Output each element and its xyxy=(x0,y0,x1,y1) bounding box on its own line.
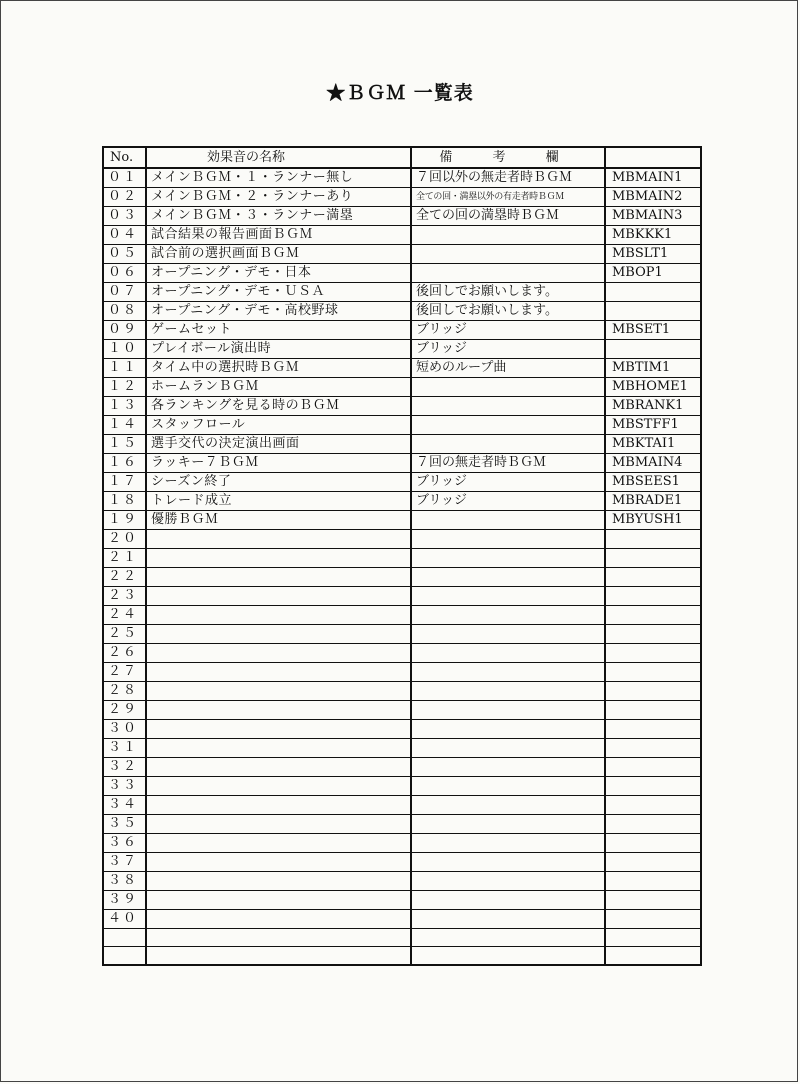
sound-name: トレード成立 xyxy=(146,492,411,511)
sound-name: タイム中の選択時ＢＧＭ xyxy=(146,359,411,378)
row-number: ０７ xyxy=(103,283,146,302)
sound-name xyxy=(146,758,411,777)
notes-cell xyxy=(411,682,605,701)
notes-cell xyxy=(411,435,605,454)
sound-name: メインＢＧＭ・１・ランナー無し xyxy=(146,168,411,188)
code-cell: MBMAIN1 xyxy=(605,168,701,188)
sound-name: シーズン終了 xyxy=(146,473,411,492)
table-row xyxy=(103,302,701,321)
sound-name xyxy=(146,720,411,739)
row-number: ０４ xyxy=(103,226,146,245)
row-number xyxy=(103,947,146,965)
table-body xyxy=(103,168,701,965)
table-row xyxy=(103,587,701,606)
sound-name xyxy=(146,568,411,587)
notes-cell: ７回以外の無走者時ＢＧＭ xyxy=(411,168,605,188)
sound-name: オープニング・デモ・高校野球 xyxy=(146,302,411,321)
table-row xyxy=(103,245,701,264)
table-row xyxy=(103,378,701,397)
notes-cell xyxy=(411,815,605,834)
sound-name: ラッキー７ＢＧＭ xyxy=(146,454,411,473)
notes-cell xyxy=(411,777,605,796)
notes-cell xyxy=(411,947,605,965)
sound-name: ホームランＢＧＭ xyxy=(146,378,411,397)
row-number: ２０ xyxy=(103,530,146,549)
table-row xyxy=(103,207,701,226)
notes-cell xyxy=(411,264,605,283)
row-number: １２ xyxy=(103,378,146,397)
notes-cell: 全ての回・満塁以外の有走者時ＢＧＭ xyxy=(411,188,605,207)
table-row xyxy=(103,511,701,530)
row-number: ２６ xyxy=(103,644,146,663)
code-cell: MBSET1 xyxy=(605,321,701,340)
code-cell xyxy=(605,872,701,891)
notes-cell: 全ての回の満塁時ＢＧＭ xyxy=(411,207,605,226)
notes-cell xyxy=(411,910,605,929)
table-row xyxy=(103,758,701,777)
sound-name: ゲームセット xyxy=(146,321,411,340)
notes-cell xyxy=(411,834,605,853)
row-number: ３４ xyxy=(103,796,146,815)
notes-cell xyxy=(411,397,605,416)
table-row xyxy=(103,606,701,625)
sound-name: メインＢＧＭ・３・ランナー満塁 xyxy=(146,207,411,226)
notes-cell xyxy=(411,796,605,815)
code-cell xyxy=(605,568,701,587)
sound-name xyxy=(146,891,411,910)
table-row xyxy=(103,947,701,965)
row-number: ０８ xyxy=(103,302,146,321)
code-cell xyxy=(605,815,701,834)
row-number: ２７ xyxy=(103,663,146,682)
notes-cell: 短めのループ曲 xyxy=(411,359,605,378)
table-row xyxy=(103,340,701,359)
code-cell: MBTIM1 xyxy=(605,359,701,378)
notes-cell: 後回しでお願いします。 xyxy=(411,283,605,302)
table-row xyxy=(103,872,701,891)
code-cell: MBMAIN2 xyxy=(605,188,701,207)
notes-cell: ７回の無走者時ＢＧＭ xyxy=(411,454,605,473)
code-cell xyxy=(605,853,701,872)
code-cell: MBMAIN4 xyxy=(605,454,701,473)
code-cell xyxy=(605,663,701,682)
header-row xyxy=(103,147,701,168)
row-number: ２２ xyxy=(103,568,146,587)
row-number: ２３ xyxy=(103,587,146,606)
code-cell xyxy=(605,720,701,739)
table-row xyxy=(103,397,701,416)
sound-name: 試合結果の報告画面ＢＧＭ xyxy=(146,226,411,245)
sound-name xyxy=(146,682,411,701)
notes-cell xyxy=(411,606,605,625)
sound-name: 選手交代の決定演出画面 xyxy=(146,435,411,454)
table-row xyxy=(103,435,701,454)
notes-cell: 後回しでお願いします。 xyxy=(411,302,605,321)
code-cell xyxy=(605,682,701,701)
row-number: ３７ xyxy=(103,853,146,872)
table-row xyxy=(103,663,701,682)
table-row xyxy=(103,644,701,663)
sound-name xyxy=(146,625,411,644)
sound-name xyxy=(146,853,411,872)
notes-cell xyxy=(411,644,605,663)
code-cell xyxy=(605,739,701,758)
document-title: ★ＢＧＭ 一覧表 xyxy=(326,82,474,104)
notes-cell xyxy=(411,511,605,530)
sound-name xyxy=(146,587,411,606)
row-number: ２１ xyxy=(103,549,146,568)
sound-name xyxy=(146,777,411,796)
code-cell: MBKKK1 xyxy=(605,226,701,245)
row-number: ４０ xyxy=(103,910,146,929)
notes-cell: ブリッジ xyxy=(411,340,605,359)
row-number: ０３ xyxy=(103,207,146,226)
notes-cell xyxy=(411,663,605,682)
notes-cell xyxy=(411,378,605,397)
code-cell xyxy=(605,530,701,549)
table-row xyxy=(103,264,701,283)
table-row xyxy=(103,777,701,796)
table-row xyxy=(103,492,701,511)
row-number: １８ xyxy=(103,492,146,511)
code-cell xyxy=(605,644,701,663)
sound-name xyxy=(146,872,411,891)
code-cell xyxy=(605,340,701,359)
sound-name xyxy=(146,549,411,568)
row-number: ３５ xyxy=(103,815,146,834)
code-cell xyxy=(605,302,701,321)
notes-cell xyxy=(411,245,605,264)
code-cell xyxy=(605,891,701,910)
sound-name: オープニング・デモ・ＵＳＡ xyxy=(146,283,411,302)
table-row xyxy=(103,549,701,568)
code-cell xyxy=(605,549,701,568)
code-cell xyxy=(605,701,701,720)
code-cell xyxy=(605,910,701,929)
table-row xyxy=(103,796,701,815)
table-row xyxy=(103,568,701,587)
sound-name xyxy=(146,815,411,834)
table-row xyxy=(103,891,701,910)
notes-cell xyxy=(411,226,605,245)
row-number: １１ xyxy=(103,359,146,378)
table-row xyxy=(103,625,701,644)
sound-name: メインＢＧＭ・２・ランナーあり xyxy=(146,188,411,207)
row-number: ２９ xyxy=(103,701,146,720)
sound-name: プレイボール演出時 xyxy=(146,340,411,359)
row-number: ３８ xyxy=(103,872,146,891)
table-row xyxy=(103,739,701,758)
sound-name: 優勝ＢＧＭ xyxy=(146,511,411,530)
sound-name xyxy=(146,796,411,815)
sound-name xyxy=(146,739,411,758)
row-number: ０１ xyxy=(103,168,146,188)
row-number: ０９ xyxy=(103,321,146,340)
row-number: １９ xyxy=(103,511,146,530)
code-cell xyxy=(605,777,701,796)
notes-cell xyxy=(411,530,605,549)
row-number: ０５ xyxy=(103,245,146,264)
row-number xyxy=(103,929,146,947)
code-cell xyxy=(605,929,701,947)
code-cell xyxy=(605,606,701,625)
notes-cell xyxy=(411,929,605,947)
code-cell xyxy=(605,625,701,644)
table-row xyxy=(103,834,701,853)
table-row xyxy=(103,283,701,302)
sound-name xyxy=(146,644,411,663)
table-row xyxy=(103,910,701,929)
table-row xyxy=(103,359,701,378)
sound-name: 試合前の選択画面ＢＧＭ xyxy=(146,245,411,264)
table-row xyxy=(103,473,701,492)
sound-name xyxy=(146,663,411,682)
table-row xyxy=(103,815,701,834)
row-number: １７ xyxy=(103,473,146,492)
row-number: １４ xyxy=(103,416,146,435)
bgm-table xyxy=(102,146,702,966)
notes-cell xyxy=(411,568,605,587)
notes-cell: ブリッジ xyxy=(411,492,605,511)
code-cell: MBSEES1 xyxy=(605,473,701,492)
table-row xyxy=(103,168,701,188)
sound-name xyxy=(146,947,411,965)
table-row xyxy=(103,929,701,947)
row-number: １５ xyxy=(103,435,146,454)
table-row xyxy=(103,188,701,207)
code-cell: MBRANK1 xyxy=(605,397,701,416)
row-number: ２８ xyxy=(103,682,146,701)
notes-cell xyxy=(411,853,605,872)
notes-cell xyxy=(411,587,605,606)
code-cell: MBHOME1 xyxy=(605,378,701,397)
notes-cell xyxy=(411,739,605,758)
code-cell xyxy=(605,796,701,815)
row-number: ３１ xyxy=(103,739,146,758)
sound-name: オープニング・デモ・日本 xyxy=(146,264,411,283)
code-cell: MBRADE1 xyxy=(605,492,701,511)
notes-cell: ブリッジ xyxy=(411,321,605,340)
code-cell: MBKTAI1 xyxy=(605,435,701,454)
code-cell: MBOP1 xyxy=(605,264,701,283)
code-cell xyxy=(605,758,701,777)
sound-name: 各ランキングを見る時のＢＧＭ xyxy=(146,397,411,416)
row-number: １３ xyxy=(103,397,146,416)
sound-name: スタッフロール xyxy=(146,416,411,435)
notes-cell xyxy=(411,549,605,568)
notes-cell xyxy=(411,701,605,720)
sound-name xyxy=(146,910,411,929)
notes-cell xyxy=(411,891,605,910)
header-name: 効果音の名称 xyxy=(146,147,411,168)
notes-cell xyxy=(411,720,605,739)
header-notes: 備 考 欄 xyxy=(411,147,605,168)
row-number: ０６ xyxy=(103,264,146,283)
notes-cell: ブリッジ xyxy=(411,473,605,492)
sound-name xyxy=(146,701,411,720)
table-row xyxy=(103,226,701,245)
row-number: ３３ xyxy=(103,777,146,796)
code-cell xyxy=(605,947,701,965)
row-number: ２５ xyxy=(103,625,146,644)
code-cell: MBMAIN3 xyxy=(605,207,701,226)
code-cell: MBYUSH1 xyxy=(605,511,701,530)
notes-cell xyxy=(411,625,605,644)
code-cell xyxy=(605,834,701,853)
notes-cell xyxy=(411,758,605,777)
table-row xyxy=(103,720,701,739)
table-row xyxy=(103,853,701,872)
row-number: ３６ xyxy=(103,834,146,853)
header-no: No. xyxy=(103,147,146,168)
notes-cell xyxy=(411,416,605,435)
notes-cell xyxy=(411,872,605,891)
row-number: ３９ xyxy=(103,891,146,910)
row-number: ３０ xyxy=(103,720,146,739)
table-row xyxy=(103,682,701,701)
row-number: １０ xyxy=(103,340,146,359)
row-number: １６ xyxy=(103,454,146,473)
sound-name xyxy=(146,929,411,947)
table-row xyxy=(103,454,701,473)
sound-name xyxy=(146,530,411,549)
table-row xyxy=(103,530,701,549)
table-row xyxy=(103,701,701,720)
sound-name xyxy=(146,606,411,625)
row-number: ３２ xyxy=(103,758,146,777)
code-cell: MBSTFF1 xyxy=(605,416,701,435)
sound-name xyxy=(146,834,411,853)
code-cell xyxy=(605,283,701,302)
code-cell: MBSLT1 xyxy=(605,245,701,264)
table-row xyxy=(103,416,701,435)
header-code xyxy=(605,147,701,168)
code-cell xyxy=(605,587,701,606)
row-number: ２４ xyxy=(103,606,146,625)
table-row xyxy=(103,321,701,340)
row-number: ０２ xyxy=(103,188,146,207)
